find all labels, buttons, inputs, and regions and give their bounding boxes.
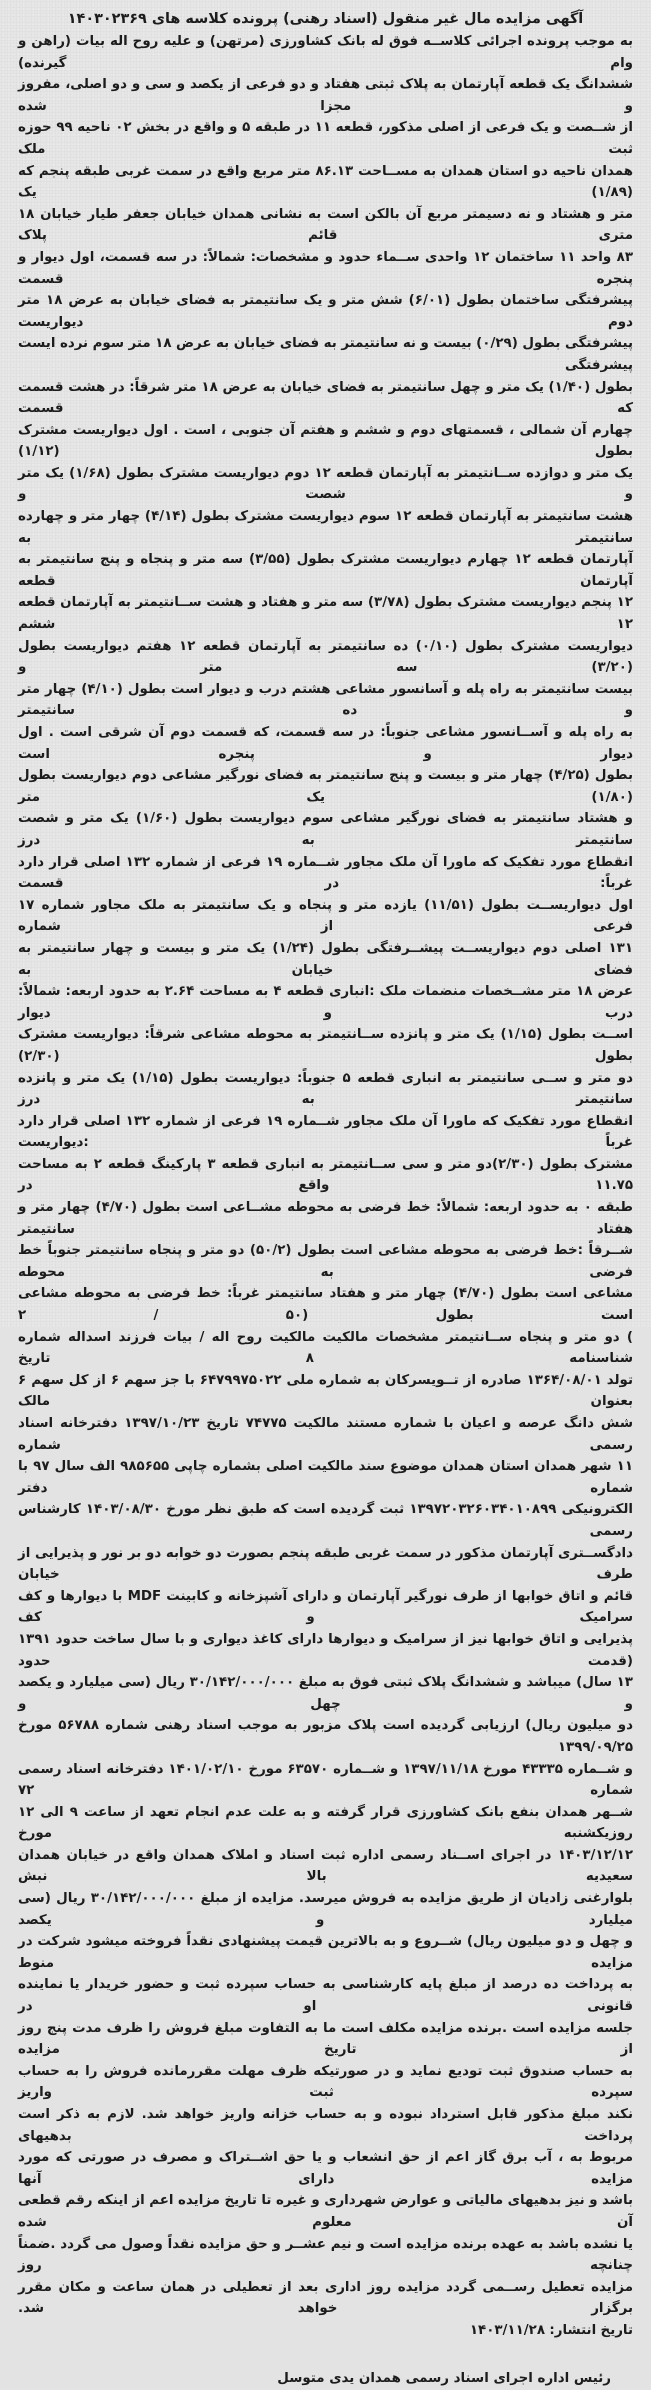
notice-line: اســت بطول (۱/۱۵) یک متر و پانزده ســانتیمتر به محوطه مشاعی شرقاً: دیواریست مشترک بطول (۲/۳۰): [18, 1027, 633, 1064]
notice-signature: رئیس اداره اجرای اسناد رسمی همدان یدی متوسل: [277, 2370, 611, 2386]
notice-line: اول دیواریســت بطول (۱۱/۵۱) یازده متر و پنجاه و یک سانتیمتر به ملک مجاور شماره ۱۷ فرعی از شماره: [18, 897, 633, 935]
notice-line: تاریخ انتشار: ۱۴۰۳/۱۱/۲۸: [469, 2322, 633, 2338]
notice-line: و شــماره ۴۳۳۳۵ مورخ ۱۳۹۷/۱۱/۱۸ و شــماره ۶۳۵۷۰ مورخ ۱۴۰۱/۰۲/۱۰ دفترخانه اسناد رسمی شماره ۷۲: [18, 1761, 633, 1799]
notice-line: ۸۳ واحد ۱۱ ساختمان ۱۲ واحدی ســماء حدود و مشخصات: شمالاً: در سه قسمت، اول دیوار و پنجره قسمت: [18, 249, 634, 287]
notice-line: ) دو متر و پنجاه ســانتیمتر مشخصات مالکیت مالکیت روح اله / بیات فرزند اسداله شماره شناسنامه ۸ تاریخ: [18, 1329, 633, 1367]
notice-line: انقطاع مورد تفکیک که ماورا آن ملک مجاور شــماره ۱۹ فرعی از شماره ۱۳۲ اصلی قرار دارد غرباً: در قسمت: [18, 854, 633, 892]
notice-line: شش دانگ عرصه و اعیان با شماره مستند مالکیت ۷۴۷۷۵ تاریخ ۱۳۹۷/۱۰/۲۳ دفترخانه اسناد رسمی شماره: [18, 1416, 633, 1453]
notice-line: مربوط به ، آب برق گاز اعم از حق انشعاب و یا حق اشــتراک و مصرف در صورتی که مورد مزایده دارای آنها: [18, 2150, 633, 2187]
notice-line: مزایده تعطیل رســمی گردد مزایده روز اداری بعد از تعطیلی در همان ساعت و مکان مقرر برگزار خواهد شد.: [18, 2279, 633, 2317]
notice-line: پذیرایی و اتاق خوابها نیز از سرامیک و دیوارها دارای کاغذ دیواری و با سال ساخت حدود ۱۳۹۱ (قدمت حدود: [18, 1631, 633, 1669]
notice-line: متر و هشتاد و نه دسیمتر مربع آن بالکن است به نشانی همدان خیابان جعفر طیار خیابان ۱۸ متری قائم پلاک: [18, 206, 633, 244]
notice-line: ۱۱ شهر همدان استان همدان موضوع سند مالکیت اصلی بشماره چاپی ۹۸۵۶۵۵ الف سال ۹۷ با شماره دفتر: [18, 1459, 634, 1496]
notice-line: به پرداخت ده درصد از مبلغ پایه کارشناسی به حساب سپرده ثبت و حضور خریدار یا نماینده قانونی او در: [18, 1977, 633, 2015]
notice-line: مشترک بطول (۲/۳۰)دو متر و سی ســانتیمتر به انباری قطعه ۳ پارکینگ قطعه ۲ به مساحت ۱۱.۷۵ واقع در: [18, 1156, 634, 1194]
notice-line: بلوارغنی زادیان از طریق مزایده به فروش میرسد. مزایده از مبلغ ۳۰/۱۴۲/۰۰۰/۰۰۰ ریال (سی میلیارد و یکصد: [18, 1891, 633, 1928]
notice-line: دو میلیون ریال) ارزیابی گردیده است پلاک مزبور به موجب اسناد رهنی شماره ۵۶۷۸۸ مورخ ۱۳۹۹/۰۹/۲۵: [18, 1718, 633, 1755]
notice-line: دادگســتری آپارتمان مذکور در سمت غربی طبقه پنجم بصورت دو خوابه دو بر نور و پذیرایی از طرف خیابان: [18, 1545, 633, 1583]
notice-line: به موجب پرونده اجرائی کلاســه فوق له بانک کشاورزی (مرتهن) و علیه روح اله بیات (راهن و وام گیرنده): [18, 34, 633, 71]
notice-line: دو متر و ســی سانتیمتر به انباری قطعه ۵ جنوباً: دیواریست بطول (۱/۱۵) یک متر و پانزده سانتیمتر به درز: [18, 1070, 633, 1108]
notice-line: چهارم آن شمالی ، قسمتهای دوم و ششم و هفتم آن جنوبی ، است . اول دیواریست مشترک بطول (۱/۱۲): [18, 422, 633, 460]
notice-line: همدان ناحیه دو استان همدان به مســاحت ۸۶.۱۳ متر مربع واقع در سمت غربی طبقه پنجم که (۱/۸۹) یک: [18, 163, 634, 201]
notice-line: بطول (۱/۴۰) یک متر و چهل سانتیمتر به فضای خیابان به عرض ۱۸ متر شرقاً: در هشت قسمت که قسمت: [18, 379, 633, 417]
notice-line: جلسه مزایده است .برنده مزایده مکلف است ما به التفاوت مبلغ فروش را ظرف مدت پنج روز از تاریخ مزایده: [18, 2020, 633, 2058]
notice-line: انقطاع مورد تفکیک که ماورا آن ملک مجاور شــماره ۱۹ فرعی از شماره ۱۳۲ اصلی قرار دارد غرباً :دیواریست: [18, 1113, 633, 1151]
notice-line: تولد ۱۳۶۴/۰۸/۰۱ صادره از تــویسرکان به شماره ملی ۶۴۷۹۹۷۵۰۲۲ با جز سهم ۶ از کل سهم ۶ بعنوان مالک: [18, 1372, 633, 1410]
notice-line: به حساب صندوق ثبت تودیع نماید و در صورتیکه ظرف مهلت مقررمانده فروش را به حساب سپرده ثبت واریز: [18, 2063, 633, 2101]
notice-line: ۱۳۱ اصلی دوم دیواریســت پیشــرفتگی بطول (۱/۲۴) یک متر و بیست و چهار سانتیمتر به فضای خیابان به: [18, 940, 633, 978]
notice-line: نکند مبلغ مذکور قابل استرداد نبوده و به حساب خزانه واریز خواهد شد. لازم به ذکر است پرداخت بدهیهای: [18, 2107, 633, 2144]
notice-line: شــرقاً :خط فرضی به محوطه مشاعی است بطول (۵۰/۲) دو متر و پنجاه سانتیمتر جنوباً خط فرضی به محوطه: [18, 1243, 633, 1280]
notice-line: یا نشده باشد به عهده برنده مزایده است و نیم عشــر و حق مزایده نقداً وصول می گردد .ضمناً چنانچه روز: [18, 2236, 633, 2274]
notice-line: و چهل و دو میلیون ریال) شــروع و به بالاترین قیمت پیشنهادی نقداً فروخته میشود شرکت در مزایده منوط: [18, 1934, 633, 1971]
notice-line: و هشتاد سانتیمتر به فضای نورگیر مشاعی سوم دیواریست بطول (۱/۶۰) یک متر و شصت سانتیمتر به درز: [18, 811, 633, 848]
notice-line: پیشرفتگی ساختمان بطول (۶/۰۱) شش متر و یک سانتیمتر به فضای خیابان به عرض ۱۸ متر دوم دیواریست: [18, 293, 633, 330]
notice-line: آپارتمان قطعه ۱۲ چهارم دیواریست مشترک بطول (۳/۵۵) سه متر و پنجاه و پنج سانتیمتر به آپارتمان قطعه: [18, 552, 634, 589]
notice-line: ۱۲ پنجم دیواریست مشترک بطول (۳/۷۸) سه متر و هفتاد و هشت ســانتیمتر به آپارتمان قطعه ۱۲ ششم: [18, 595, 633, 633]
notice-line: قائم و اتاق خوابها از طرف نورگیر آپارتمان و دارای آشپزخانه و کابینت MDF با دیوارها و کف سرامیک و کف: [18, 1588, 634, 1626]
notice-line: الکترونیکی ۱۳۹۷۲۰۳۲۶۰۳۴۰۱۰۸۹۹ ثبت گردیده است که طبق نظر مورخ ۱۴۰۳/۰۸/۳۰ کارشناس رسمی: [18, 1502, 633, 1539]
notice-line: هشت سانتیمتر به آپارتمان قطعه ۱۲ سوم دیواریست مشترک بطول (۴/۱۴) چهار متر و چهارده سانتیمتر به: [18, 509, 633, 546]
notice-line: مشاعی است بطول (۴/۷۰) چهار متر و هفتاد سانتیمتر غرباً: خط فرضی به محوطه مشاعی است بطول (۵۰ / ۲: [18, 1286, 633, 1324]
notice-line: طبقه ۰ به حدود اربعه: شمالاً: خط فرضی به محوطه مشــاعی است بطول (۴/۷۰) چهار متر و هفتاد سانتیمتر: [18, 1200, 634, 1237]
notice-line: یک متر و دوازده ســانتیمتر به آپارتمان قطعه ۱۲ دوم دیواریست مشترک بطول (۱/۶۸) یک متر و شصت و: [18, 465, 633, 503]
notice-line: بطول (۴/۲۵) چهار متر و بیست و پنج سانتیمتر به فضای نورگیر مشاعی دوم دیواریست بطول (۱/۸۰) یک متر: [18, 768, 633, 805]
notice-line: دیواریست مشترک بطول (۰/۱۰) ده سانتیمتر به آپارتمان قطعه ۱۲ هفتم دیواریست بطول (۳/۲۰) سه متر و: [18, 638, 633, 676]
notice-line: باشد و نیز بدهیهای مالیاتی و عوارض شهرداری و غیره تا تاریخ مزایده اعم از اینکه رقم قطعی آن معلوم شده: [18, 2193, 633, 2230]
notice-line: بیست سانتیمتر به راه پله و آسانسور مشاعی هشتم درب و دیوار است بطول (۴/۱۰) چهار متر و ده سانتیمتر: [18, 681, 633, 719]
notice-line: عرض ۱۸ متر مشــخصات منضمات ملک :انباری قطعه ۴ به مساحت ۲.۶۴ به حدود اربعه: شمالاً: درب و دیوار: [18, 984, 633, 1021]
notice-line: ۱۴۰۳/۱۲/۱۲ در اجرای اســناد رسمی اداره ثبت اسناد و املاک همدان واقع در خیابان همدان سعیدیه بالا نبش: [18, 1847, 633, 1885]
notice-title: آگهی مزایده مال غیر منقول (اسناد رهنی) پرونده کلاسه های ۱۴۰۳۰۲۳۶۹: [67, 11, 584, 27]
notice-body: [18, 31, 633, 2342]
notice-line: از شــصت و یک فرعی از اصلی مذکور، قطعه ۱۱ در طبقه ۵ و واقع در بخش ۰۲ ناحیه ۹۹ حوزه ثبت ملک: [18, 120, 633, 157]
notice-line: ۱۳ سال) میباشد و ششدانگ پلاک ثبتی فوق به مبلغ ۳۰/۱۴۲/۰۰۰/۰۰۰ ریال (سی میلیارد و یکصد و چهل و: [18, 1675, 633, 1712]
notice-line: شــهر همدان بنفع بانک کشاورزی قرار گرفته و به علت عدم انجام تعهد از ساعت ۹ الی ۱۲ روزیکشنبه مورخ: [18, 1804, 633, 1842]
notice-line: پیشرفتگی بطول (۰/۲۹) بیست و نه سانتیمتر به فضای خیابان به عرض ۱۸ متر سوم نرده ایست پیشرفتگی: [18, 336, 634, 373]
notice-line: ششدانگ یک قطعه آپارتمان به پلاک ثبتی هفتاد و دو فرعی از یکصد و سی و دو اصلی، مفروز و مجزا شده: [18, 77, 633, 114]
notice-line: به راه پله و آســانسور مشاعی جنوباً: در سه قسمت، که قسمت دوم آن شرقی است . اول دیوار و پنجره است: [18, 725, 633, 762]
